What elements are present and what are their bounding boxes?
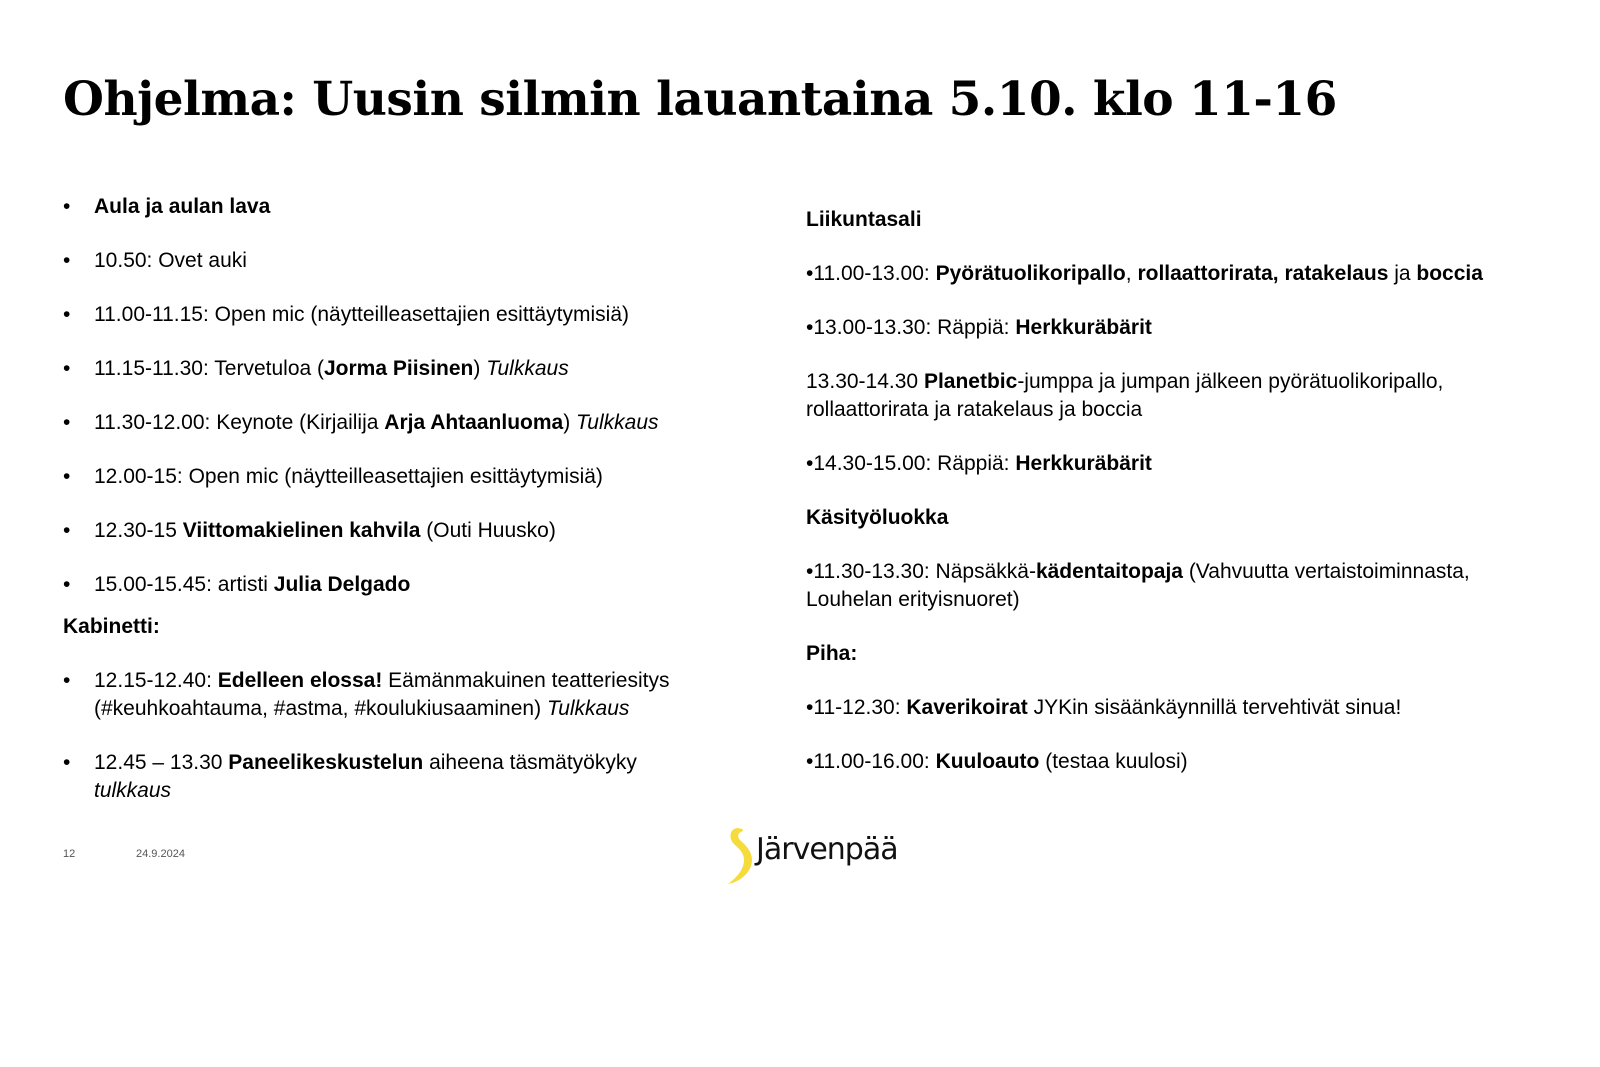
list-item: • 12.00-15: Open mic (näytteilleasettajien esittäytymisiä) — [63, 463, 713, 491]
liikuntasali-heading: Liikuntasali — [806, 208, 922, 231]
slide-title: Ohjelma: Uusin silmin lauantaina 5.10. klo 11-16 — [63, 72, 1337, 127]
list-item: • 12.15-12.40: Edelleen elossa! Eämänmakuinen teatteriesitys (#keuhkoahtauma, #astma, #koulukiusaaminen) Tulkkaus — [63, 667, 713, 723]
list-item: 13.30-14.30 Planetbic-jumppa ja jumpan jälkeen pyörätuolikoripallo, rollaattorirata ja ratakelaus ja boccia — [806, 370, 1444, 421]
list-item: • 12.45 – 13.30 Paneelikeskustelun aiheena täsmätyökyky tulkkaus — [63, 749, 713, 805]
footer-date: 24.9.2024 — [136, 848, 185, 860]
list-item: •11.30-13.30: Näpsäkkä-kädentaitopaja (Vahvuutta vertaistoiminnasta, Louhelan erityisnuoret) — [806, 560, 1470, 611]
list-item: •14.30-15.00: Räppiä: Herkkuräbärit — [806, 452, 1152, 475]
list-item: •11.00-16.00: Kuuloauto (testaa kuulosi) — [806, 750, 1188, 773]
right-column — [806, 206, 1506, 802]
jarvenpaa-logo — [724, 826, 898, 886]
list-item: • 11.15-11.30: Tervetuloa (Jorma Piisinen) Tulkkaus — [63, 355, 713, 383]
kasityoluokka-heading: Käsityöluokka — [806, 506, 949, 529]
list-item: •13.00-13.30: Räppiä: Herkkuräbärit — [806, 316, 1152, 339]
kabinetti-heading: Kabinetti: — [63, 615, 160, 638]
list-item: • 11.00-11.15: Open mic (näytteilleasettajien esittäytymisiä) — [63, 301, 713, 329]
list-item: •11-12.30: Kaverikoirat JYKin sisäänkäynnillä tervehtivät sinua! — [806, 696, 1402, 719]
list-item: • 15.00-15.45: artisti Julia Delgado — [63, 571, 713, 599]
left-column — [63, 193, 713, 831]
list-item: •11.00-13.00: Pyörätuolikoripallo, rollaattorirata, ratakelaus ja boccia — [806, 262, 1483, 285]
list-item: • 11.30-12.00: Keynote (Kirjailija Arja Ahtaanluoma) Tulkkaus — [63, 409, 713, 437]
page-number: 12 — [63, 848, 76, 860]
aula-heading: • Aula ja aulan lava — [63, 193, 713, 221]
list-item: • 10.50: Ovet auki — [63, 247, 713, 275]
logo-text: Järvenpää — [756, 832, 898, 867]
swan-logo-icon — [724, 826, 754, 886]
list-item: • 12.30-15 Viittomakielinen kahvila (Outi Huusko) — [63, 517, 713, 545]
piha-heading: Piha: — [806, 642, 858, 665]
